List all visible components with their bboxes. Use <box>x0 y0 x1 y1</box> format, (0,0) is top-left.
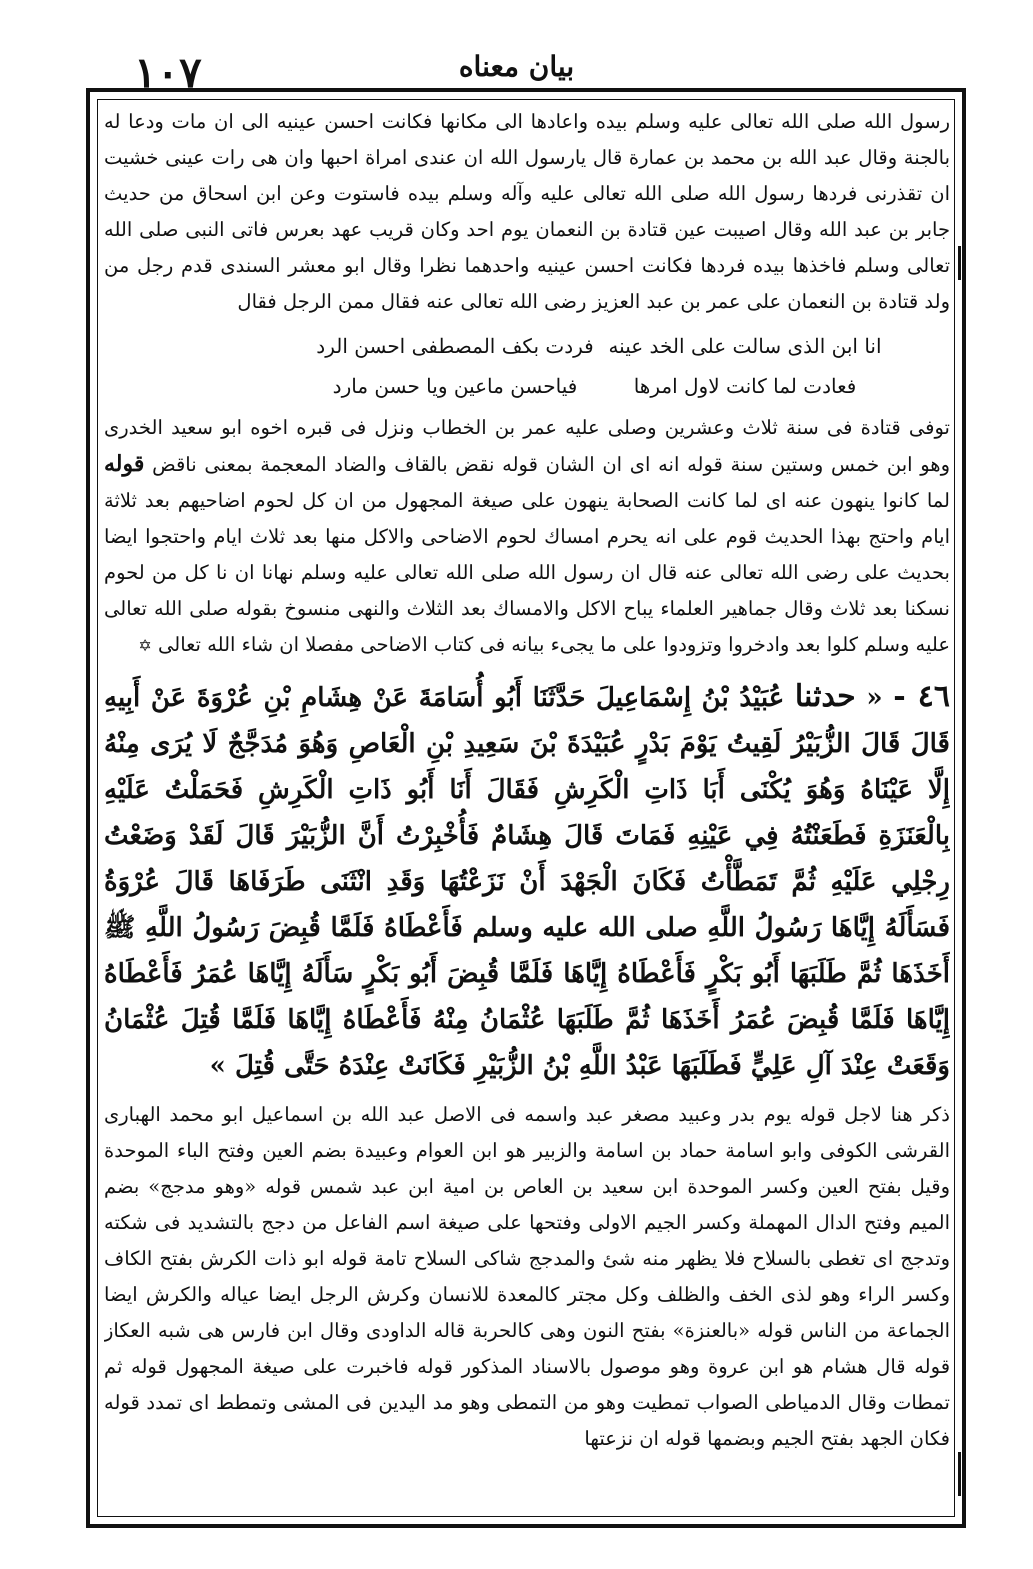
commentary-line: منسوخ بقوله صلى الله تعالى عليه وسلم كلوا بعد وادخروا وتزودوا على ما يجىء بيانه فى كتاب الاضاحى <box>104 597 950 656</box>
commentary-line: مفصلا ان شاء الله تعالى <box>158 633 355 656</box>
commentary-line: عنه فقال ممن الرجل فقال <box>237 290 455 313</box>
hadith-line: عُبَيْدُ بْنُ إِسْمَاعِيلَ حَدَّثَنَا أَبُو أُسَامَةَ عَنْ هِشَامِ بْنِ عُرْوَةَ عَنْ أَبِيهِ قَالَ قَالَ <box>104 683 950 759</box>
verse-first-hemistich: انا ابن الذى سالت على الخد عينه <box>608 334 882 358</box>
commentary-top <box>104 104 950 320</box>
verse-second-hemistich: فياحسن ماعين ويا حسن مارد <box>332 374 578 398</box>
verse <box>104 366 950 406</box>
commentary-line: اصيبت عين قتادة بن النعمان يوم احد وكان قريب عهد بعرس فاتى النبى صلى الله تعالى وسلم فاخذها بيده فردها فكانت <box>104 218 950 277</box>
poetry-block <box>104 326 950 406</box>
commentary-line: رسول الله صلى الله تعالى عليه وسلم بيده واعادها الى مكانها فكانت احسن عينيه الى ان مات ودعا له بالجنة وقال <box>104 110 950 169</box>
page-number: ١٠٧ <box>134 48 202 97</box>
commentary-line: عبد الله بن محمد بن عمارة قال يارسول الله ان عندى امراة احبها وان هى رات عينى خشيت ان تقذرنى فردها <box>104 146 950 205</box>
hadith-open-bracket: « <box>866 683 883 713</box>
keyword-qawluhu: قوله <box>104 451 145 477</box>
commentary-line: ينهون على صيغة المجهول من ان كل لحوم اضاحيهم بعد ثلاثة ايام واحتج بهذا الحديث قوم على انه يحرم امساك لحوم الاضاحى <box>104 489 950 548</box>
commentary-middle <box>104 410 950 664</box>
verse <box>104 326 950 366</box>
commentary-line: ذكر هنا لاجل قوله يوم بدر وعبيد مصغر عبد واسمه فى الاصل عبد الله بن اسماعيل ابو محمد الهبارى القرشى الكوفى <box>104 1103 950 1162</box>
commentary-line: صيغة اسم الفاعل من دجج بالتشديد فى شكته وتدجج اى تغطى بالسلاح فلا يظهر منه شئ والمدجج شاكى السلاح تامة قوله <box>104 1211 950 1270</box>
hadith-line: عَلِيٍّ فَطَلَبَهَا عَبْدُ اللَّهِ بْنُ الزُّبَيْرِ فَكَانَتْ عِنْدَهُ حَتَّى قُتِلَ <box>234 1051 797 1081</box>
haddathana-word: حدثنا <box>794 679 856 714</box>
commentary-line: والكرش ايضا الجماعة من الناس قوله «بالعنزة» بفتح النون وهى كالحربة قاله الداودى وقال ابن فارس هى شبه العكاز قوله <box>104 1283 950 1378</box>
hadith-close-bracket: » <box>209 1051 226 1081</box>
star-ornament-icon: ✡ <box>138 636 152 655</box>
hadith-line: إِيَّاهَا فَلَمَّا قُبِضَ عُمَرُ أَخَذَهَا ثُمَّ طَلَبَهَا عُثْمَانُ مِنْهُ فَأَعْطَاهُ إِيَّاهَا فَلَمَّا قُتِلَ عُثْمَانُ وَقَعَتْ عِنْدَ آلِ <box>104 1005 950 1081</box>
commentary-line: وابو اسامة حماد بن اسامة والزبير هو ابن العوام وعبيدة بضم العين وفتح الباء الموحدة وقيل بفتح العين وكسر الموحدة <box>104 1139 950 1198</box>
commentary-line: وسلم نهانا ان نا كل من لحوم نسكنا بعد ثلاث وقال جماهير العلماء يباح الاكل والامساك بعد الثلاث والنهى <box>104 561 950 620</box>
hadith-line: رَسُولُ اللَّهِ ﷺ أَخَذَهَا ثُمَّ طَلَبَهَا أَبُو بَكْرٍ فَأَعْطَاهُ إِيَّاهَا فَلَمَّا قُبِضَ أَبُو بَكْرٍ سَأَلَهُ إِيَّاهَا عُمَرُ فَأَعْطَاهُ <box>104 913 950 989</box>
verse-second-hemistich: فردت بكف المصطفى احسن الرد <box>316 334 594 358</box>
commentary-line: وستين سنة قوله انه اى ان الشان قوله نقض بالقاف والضاد المعجمة بمعنى ناقض <box>152 453 824 476</box>
commentary-line: ابو ذات الكرش بفتح الكاف وكسر الراء وهو لذى الخف والظلف وكل مجتر كالمعدة للانسان وكرش الرجل ايضا عياله <box>104 1247 950 1306</box>
hadith-number: ٤٦ - <box>893 679 950 714</box>
commentary-line: رسول الله صلى الله تعالى عليه وآله وسلم بيده فاستوت وعن ابن اسحاق من حديث جابر بن عبد الله وقال <box>104 182 950 241</box>
commentary-line: لما كانوا ينهون عنه اى لما كانت الصحابة <box>616 489 950 512</box>
commentary-line: ابن سعيد بن العاص بن امية ابن عبد شمس قوله «وهو مدجج» بضم الميم وفتح الدال المهملة وكسر الجيم الاولى وفتحها على <box>104 1175 950 1234</box>
commentary-line: احسن عينيه واحدهما نظرا وقال ابو معشر السندى قدم رجل من ولد قتادة بن النعمان على عمر بن عبد العزيز رضى الله تعالى <box>104 254 950 313</box>
hadith-text <box>104 674 950 1089</box>
page-content <box>104 104 950 1514</box>
commentary-bottom <box>104 1097 950 1457</box>
margin-mark-bottom <box>958 1452 961 1496</box>
commentary-line: توفى قتادة فى سنة ثلاث وعشرين وصلى عليه عمر بن الخطاب ونزل فى قبره اخوه ابو سعيد الخدرى وهو ابن خمس <box>104 416 950 476</box>
margin-mark-top <box>958 246 961 280</box>
hadith-line: وَقَدِ انْثَنَى طَرَفَاهَا قَالَ عُرْوَةُ فَسَأَلَهُ إِيَّاهَا رَسُولُ اللَّهِ صلى الله عليه وسلم فَأَعْطَاهُ فَلَمَّا قُبِضَ <box>104 867 950 943</box>
commentary-line: قال هشام هو ابن عروة وهو موصول بالاسناد المذكور قوله فاخبرت على صيغة المجهول قوله ثم تمطات وقال الدمياطى <box>104 1355 950 1414</box>
commentary-line: والاكل منها بعد ثلاث ايام واحتجوا ايضا بحديث على رضى الله تعالى عنه قال ان رسول الله صلى الله تعالى عليه <box>104 525 950 584</box>
running-head: بيان معناه <box>458 50 575 83</box>
hadith-line: قَالَ هِشَامٌ فَأُخْبِرْتُ أَنَّ الزُّبَيْرَ قَالَ لَقَدْ وَضَعْتُ رِجْلِي عَلَيْهِ ثُمَّ تَمَطَّأْتُ فَكَانَ الْجَهْدَ أَنْ نَزَعْتُهَا <box>104 821 950 897</box>
hadith-line: يُكْنَى أَبَا ذَاتِ الْكَرِشِ فَقَالَ أَنَا أَبُو ذَاتِ الْكَرِشِ فَحَمَلْتُ عَلَيْهِ بِالْعَنَزَةِ فَطَعَنْتُهُ فِي عَيْنِهِ فَمَاتَ <box>104 775 950 851</box>
verse-first-hemistich: فعادت لما كانت لاول امرها <box>633 374 857 398</box>
commentary-line: الصواب تمطيت وهو من التمطى وهو مد اليدين فى المشى وتمطط اى تمدد قوله فكان الجهد بفتح الجيم وبضمها قوله ان نزعتها <box>104 1391 950 1450</box>
hadith-line: الزُّبَيْرُ لَقِيتُ يَوْمَ بَدْرٍ عُبَيْدَةَ بْنَ سَعِيدِ بْنِ الْعَاصِ وَهُوَ مُدَجَّجٌ لَا يُرَى مِنْهُ إِلَّا عَيْنَاهُ وَهُوَ <box>104 729 950 805</box>
